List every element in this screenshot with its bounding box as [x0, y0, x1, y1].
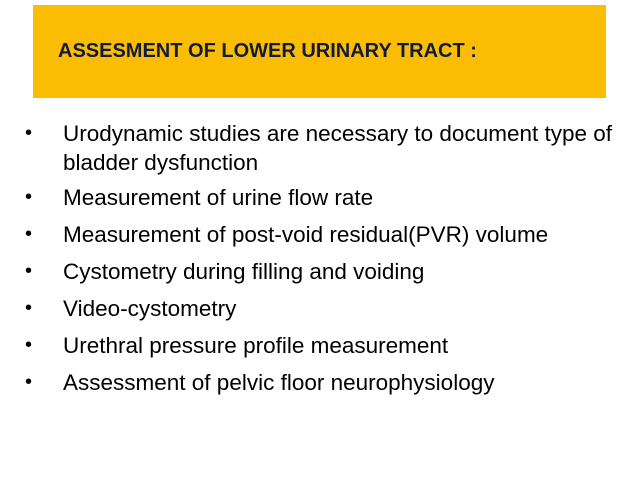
title-banner [33, 5, 606, 98]
list-item [25, 257, 625, 286]
list-item [25, 220, 625, 249]
bullet-text: Urodynamic studies are necessary to document type of bladder dysfunction [63, 121, 613, 175]
bullet-text: Video-cystometry [63, 296, 237, 321]
bullet-text: Measurement of urine flow rate [63, 185, 374, 210]
bullet-icon: • [25, 371, 33, 393]
bullet-icon: • [25, 334, 33, 356]
bullet-text: Measurement of post-void residual(PVR) volume [63, 222, 549, 247]
list-item [25, 368, 625, 397]
bullet-list [25, 119, 625, 405]
bullet-icon: • [25, 223, 33, 245]
list-item [25, 294, 625, 323]
bullet-icon: • [25, 186, 33, 208]
bullet-text: Assessment of pelvic floor neurophysiology [63, 370, 495, 395]
list-item [25, 119, 625, 177]
bullet-icon: • [25, 297, 33, 319]
bullet-text: Cystometry during filling and voiding [63, 259, 425, 284]
list-item [25, 183, 625, 212]
list-item [25, 331, 625, 360]
bullet-icon: • [25, 122, 33, 144]
bullet-icon: • [25, 260, 33, 282]
bullet-text: Urethral pressure profile measurement [63, 333, 449, 358]
slide-title: ASSESMENT OF LOWER URINARY TRACT : [58, 40, 477, 62]
